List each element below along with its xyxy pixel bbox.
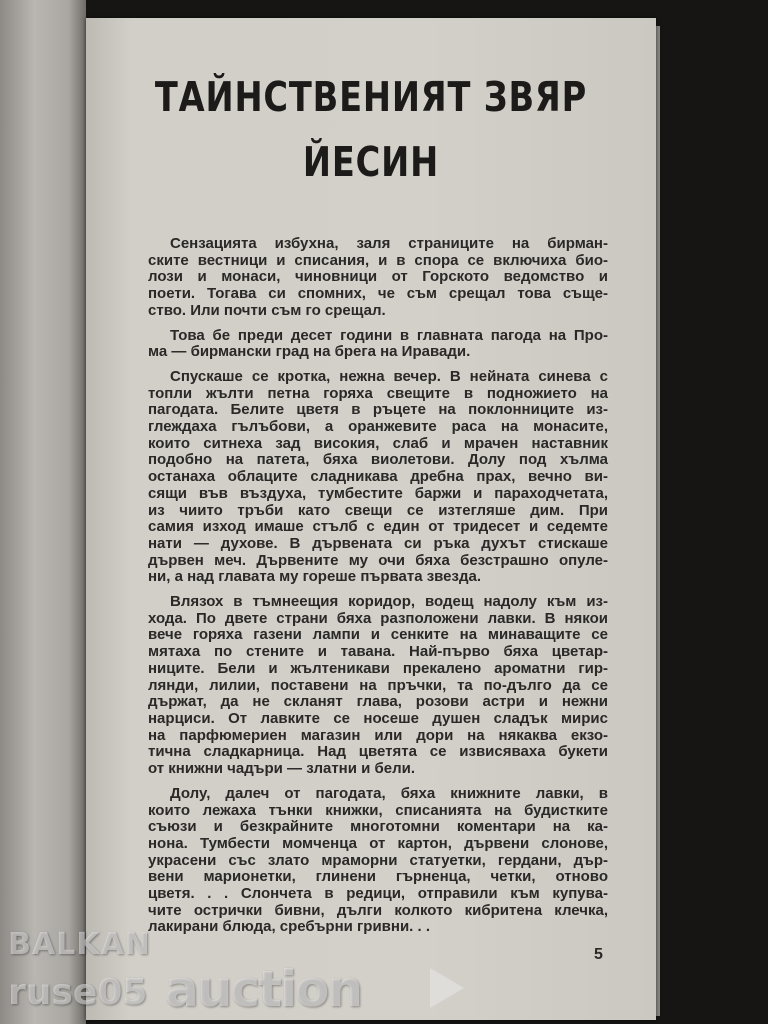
- page-number: 5: [594, 946, 603, 963]
- text-line: лянди, лилии, поставени на пръчки, та по-дълго да се: [148, 676, 608, 694]
- watermark-balkan: BALKAN: [8, 927, 151, 962]
- text-line: Спускаше се кротка, нежна вечер. В нейната синева с: [170, 367, 608, 385]
- text-line: нарциси. От лавките се носеше душен сладък мирис: [148, 709, 608, 727]
- body-text: [148, 236, 608, 936]
- text-line: лози и монаси, чиновници от Горското ведомство и: [148, 268, 608, 286]
- paragraph: [148, 786, 608, 936]
- text-line: ниците. Бели и жълтеникави прекалено ароматни гир-: [148, 659, 608, 677]
- paragraph: [148, 369, 608, 586]
- text-line: поети. Тогава си спомних, че съм срещал това съще-: [148, 285, 608, 303]
- text-line: ма — бирмански град на брега на Иравади.: [148, 343, 471, 361]
- text-line: вече горяха газени лампи и сенките на минаващите се: [148, 626, 608, 644]
- text-line: мятаха по стените и тавана. Най-първо бяха цветар-: [148, 643, 608, 661]
- paragraph: [148, 328, 608, 361]
- text-line: държат, да не скланят глава, розови астри и нежни: [148, 693, 608, 711]
- text-line: които ситнеха зад високия, слаб и мрачен наставник: [148, 434, 608, 452]
- text-line: от книжни чадъри — златни и бели.: [148, 760, 416, 778]
- paragraph: [148, 594, 608, 778]
- text-line: топли жълти петна горяха свещите в подножието на: [148, 384, 608, 402]
- text-line: хода. По двете страни бяха разположени лавки. В някои: [148, 609, 608, 627]
- text-line: лакирани блюда, сребърни гривни. . .: [148, 918, 431, 936]
- paragraph: [148, 236, 608, 320]
- text-line: из чиито тръби като свещи се изтегляше дим. При: [148, 501, 608, 519]
- text-line: тична сладкарница. Над цветята се извисяваха букети: [148, 743, 608, 761]
- text-line: глеждаха гълъбови, а оранжевите раса на монасите,: [148, 418, 608, 436]
- left-page-edge: [0, 0, 86, 1024]
- text-line: ство. Или почти съм го срещал.: [148, 301, 386, 319]
- book-page: [86, 18, 656, 1020]
- text-line: които лежаха тънки книжки, списанията на будистките: [148, 801, 608, 819]
- text-line: чите острички бивни, дълги колкото кибритена клечка,: [148, 901, 608, 919]
- text-line: останаха облаците сладникава дребна прах, вечно ви-: [148, 468, 608, 486]
- text-line: цветя. . . Слончета в редици, отправили към купува-: [148, 885, 608, 903]
- text-line: самия изход имаше стълб с един от тридесет и седемте: [148, 518, 608, 536]
- chapter-title-line-1: ТАЙНСТВЕНИЯТ ЗВЯР: [154, 73, 588, 121]
- watermark-auction: auction: [165, 960, 361, 1018]
- text-line: съюзи и безкрайните многотомни коментари на ка-: [148, 818, 608, 836]
- text-line: дървен меч. Дървените му очи бяха безстрашно опуле-: [148, 551, 608, 569]
- text-line: пагодата. Белите цветя в ръцете на поклонниците из-: [148, 401, 608, 419]
- text-line: на парфюмериен магазин или дори на някаква екзо-: [148, 726, 608, 744]
- text-line: сящи във въздуха, тумбестите баржи и параходчетата,: [148, 484, 608, 502]
- text-line: ските вестници и списания, и в спора се включиха био-: [148, 251, 608, 269]
- text-line: подобно на патета, бяха виолетови. Долу под хълма: [148, 451, 608, 469]
- text-line: вени марионетки, глинени гърненца, четки, отново: [148, 868, 608, 886]
- watermark-play-icon: [430, 968, 464, 1008]
- text-line: украсени със злато мраморни статуетки, гердани, дър-: [148, 851, 608, 869]
- chapter-title-line-2: ЙЕСИН: [302, 138, 440, 186]
- text-line: Долу, далеч от пагодата, бяха книжните лавки, в: [170, 784, 608, 802]
- text-line: нати — духове. В дървената си ръка духът стискаше: [148, 534, 608, 552]
- text-line: Влязох в тъмнеещия коридор, водещ надолу към из-: [170, 593, 608, 611]
- text-line: Това бе преди десет години в главната пагода на Про-: [170, 326, 608, 344]
- text-line: ни, а над главата му гореше първата звезда.: [148, 568, 482, 586]
- text-line: Сензацията избухна, заля страниците на бирман-: [170, 235, 608, 252]
- text-line: нона. Тумбести момченца от картон, дървени слонове,: [148, 834, 608, 852]
- watermark-user: ruse05: [8, 972, 148, 1013]
